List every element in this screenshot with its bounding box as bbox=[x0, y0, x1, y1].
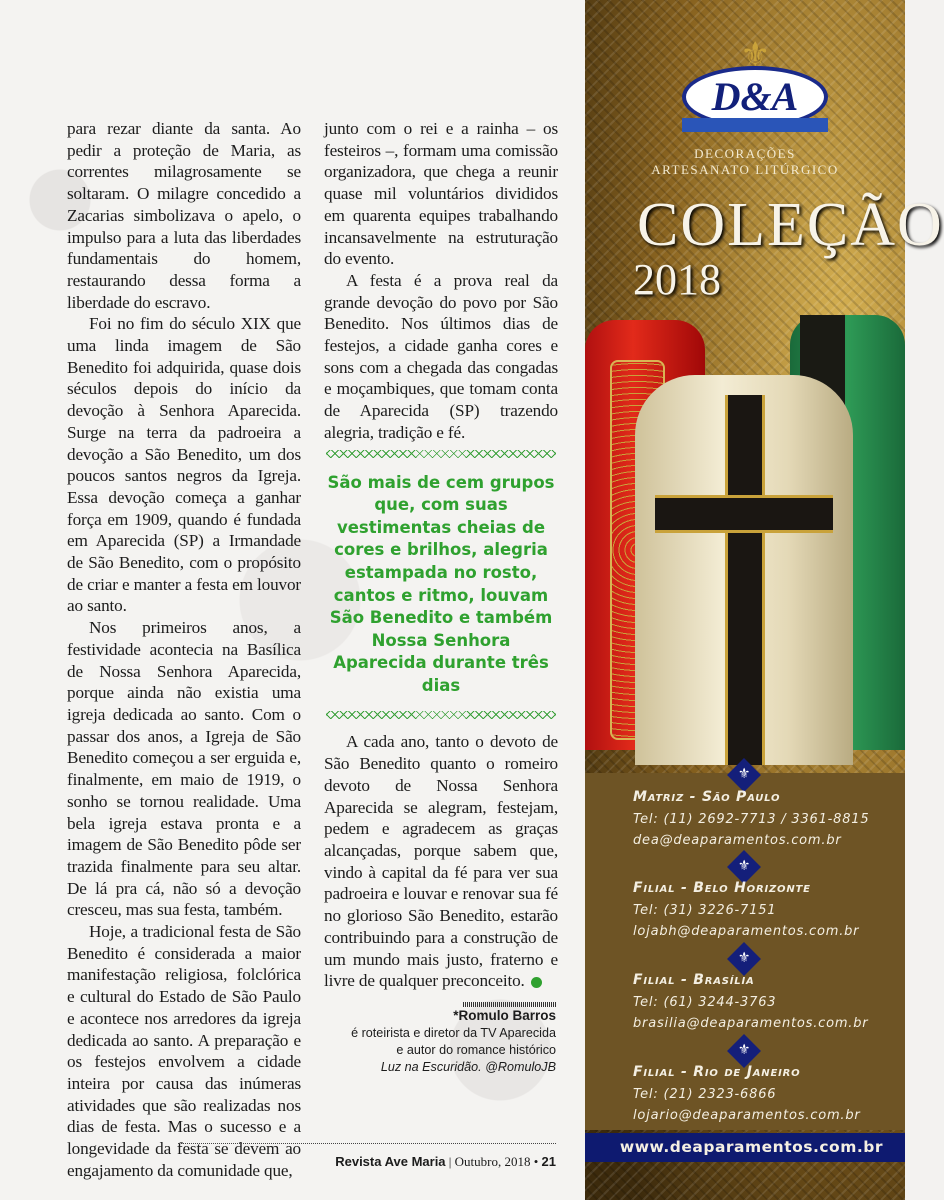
paragraph: Hoje, a tradicional festa de São Benedito é considerada a maior manifestação religiosa, folclórica e cultural do Estado de São Paulo e acontece nos arredores da igreja dedicada ao santo. A preparação e os festejos envolvem a cidade inteira por causa das inúmeras atividades que são realizadas nos dias de festa. Mas o sucesso e a longevidade da festa se devem ao engajamento da comunidade que, bbox=[67, 922, 301, 1180]
logo-text: D&A bbox=[711, 74, 799, 119]
pull-quote: São mais de cem grupos que, com suas vestimentas cheias de cores e brilhos, alegria estampada no rosto, cantos e ritmo, louvam São Benedito e também Nossa Senhora Aparecida durante três dias bbox=[327, 472, 555, 695]
author-bio: e autor do romance histórico bbox=[396, 1042, 556, 1057]
paragraph: A cada ano, tanto o devoto de São Benedito quanto o romeiro devoto de Nossa Senhora Aparecida se alegram, festejam, pedem e agradecem as graças alcançadas, porque sabem que, vindo à capital da fé para ver sua padroeira e louvar e renovar sua fé no glorioso São Benedito, estarão contribuindo para a construção de um mundo mais justo, fraterno e livre de qualquer preconceito. bbox=[324, 732, 558, 991]
page-number: 21 bbox=[541, 1154, 556, 1169]
author-name: *Romulo Barros bbox=[453, 1007, 556, 1023]
page-footer bbox=[335, 1154, 556, 1170]
author-box bbox=[330, 1002, 556, 1076]
end-mark-icon bbox=[531, 977, 542, 988]
cream-vestment-image bbox=[635, 375, 853, 765]
branch-rio-de-janeiro: Filial - Rio de Janeiro Tel: (21) 2323-6866 lojario@deaparamentos.com.br bbox=[633, 1064, 861, 1123]
tagline: ARTESANATO LITÚRGICO bbox=[651, 162, 839, 177]
branch-sao-paulo: Matriz - São Paulo Tel: (11) 2692-7713 / 3361-8815 dea@deaparamentos.com.br bbox=[633, 789, 870, 848]
website-banner: www.deaparamentos.com.br bbox=[585, 1133, 905, 1162]
branch-brasilia: Filial - Brasília Tel: (61) 3244-3763 brasilia@deaparamentos.com.br bbox=[633, 972, 869, 1031]
issue-date: | Outubro, 2018 • bbox=[448, 1154, 539, 1169]
pull-quote-bottom-rule bbox=[326, 711, 556, 719]
article-column-2 bbox=[324, 118, 558, 444]
tagline: DECORAÇÕES bbox=[694, 146, 796, 161]
paragraph: A festa é a prova real da grande devoção do povo por São Benedito. Nos últimos dias de festejos, a cidade ganha cores e sons com a chegada das congadas e moçambiques, que tomam conta de Aparecida (SP) trazendo alegria, tradição e fé. bbox=[324, 270, 558, 442]
author-bio: é roteirista e diretor da TV Aparecida bbox=[351, 1025, 556, 1040]
fleur-diamond-icon: ⚜ bbox=[727, 850, 761, 884]
pull-quote-top-rule bbox=[326, 450, 556, 458]
fleur-diamond-icon: ⚜ bbox=[727, 942, 761, 976]
article-column-2-end bbox=[324, 731, 558, 991]
branch-belo-horizonte: Filial - Belo Horizonte Tel: (31) 3226-7151 lojabh@deaparamentos.com.br bbox=[633, 880, 860, 939]
paragraph: Foi no fim do século XIX que uma linda imagem de São Benedito foi adquirida, quase dois séculos depois do início da devoção à Senhora Aparecida. Surge na terra da padroeira a devoção a São Benedito, um dos poucos santos negros da Igreja. Essa devoção começa a ganhar força em 1909, quando é fundada em Aparecida (SP) a Irmandade de São Benedito, com o propósito de criar e manter a festa em louvor ao santo. bbox=[67, 314, 301, 616]
fleur-de-lis-icon: ⚜ bbox=[740, 37, 771, 74]
paragraph: junto com o rei e a rainha – os festeiros –, formam uma comissão organizadora, que chega a reunir quase mil voluntários divididos em quarenta equipes trabalhando incansavelmente na estruturação do evento. bbox=[324, 119, 558, 269]
decorative-bars bbox=[463, 1002, 556, 1007]
paragraph: Nos primeiros anos, a festividade acontecia na Basílica de Nossa Senhora Aparecida, porque ainda não existia uma igreja dedicada ao santo. Com o passar dos anos, a Igreja de São Benedito começou a ser erguida e, finalmente, em maio de 1919, o sonho se tornou realidade. Uma bela igreja estava pronta e a imagem de São Benedito pôde ser trazida finalmente para seu altar. De lá pra cá, não só a devoção cresceu, mas sua festa, também. bbox=[67, 618, 301, 920]
fleur-diamond-icon: ⚜ bbox=[727, 1034, 761, 1068]
article-column-2-container bbox=[324, 118, 558, 1076]
footer-divider bbox=[178, 1143, 556, 1144]
collection-year: 2018 bbox=[633, 255, 721, 304]
fleur-diamond-icon: ⚜ bbox=[727, 758, 761, 792]
advertisement bbox=[585, 0, 944, 1200]
branches-panel bbox=[585, 767, 905, 1130]
paragraph: para rezar diante da santa. Ao pedir a proteção de Maria, as correntes milagrosamente se soltaram. O milagre concedido a Zacarias simbolizava o apelo, o impulso para a luta das liberdades fundamentais do homem, restaurando dessa forma a liberdade do escravo. bbox=[67, 119, 301, 312]
author-bio: Luz na Escuridão. @RomuloJB bbox=[380, 1059, 556, 1074]
article-column-1 bbox=[67, 118, 301, 1181]
collection-title: COLEÇÃO bbox=[637, 191, 944, 259]
da-logo bbox=[682, 38, 828, 136]
magazine-name: Revista Ave Maria bbox=[335, 1154, 446, 1169]
